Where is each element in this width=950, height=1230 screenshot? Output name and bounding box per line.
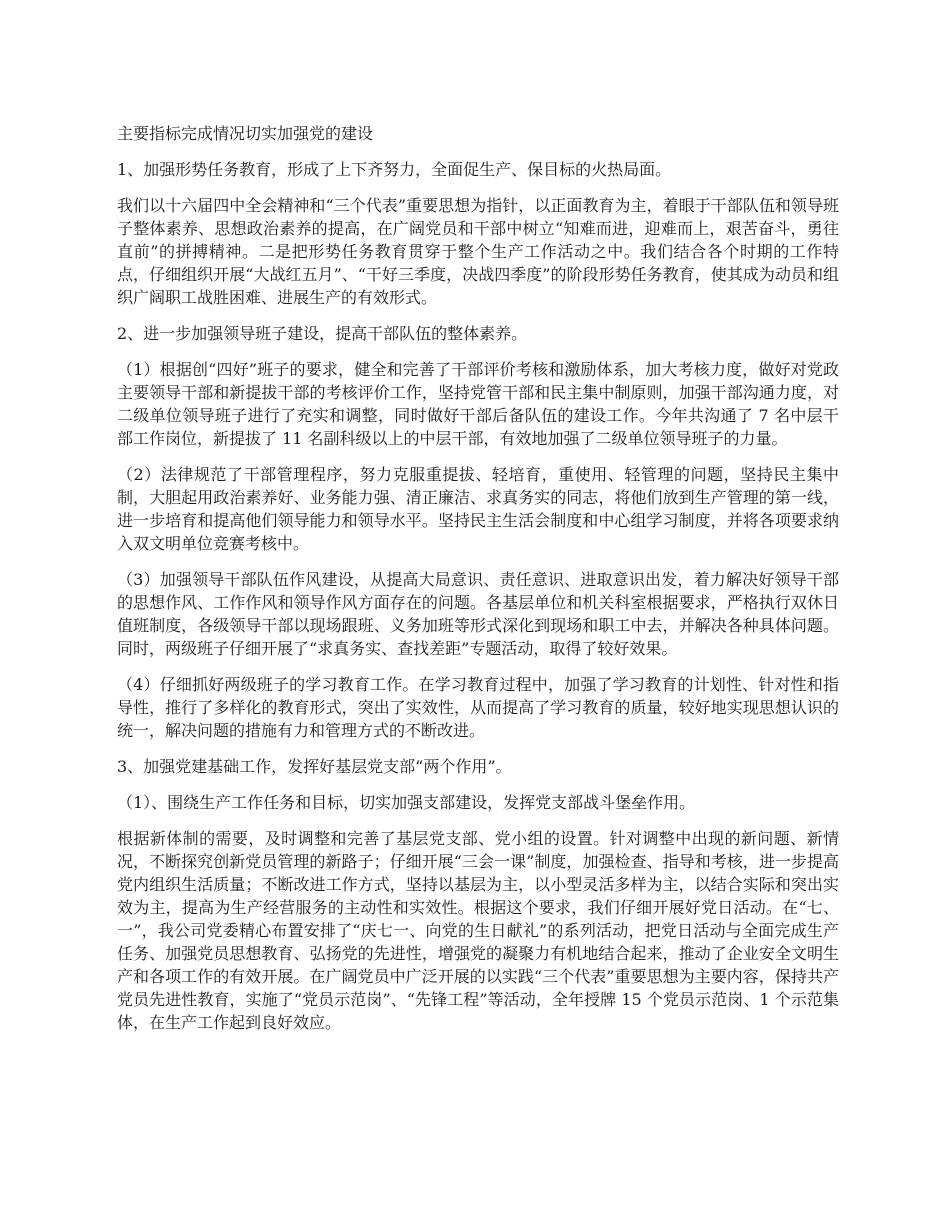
paragraph: 根据新体制的需要，及时调整和完善了基层党支部、党小组的设置。针对调整中出现的新问题、新情况，不断探究创新党员管理的新路子；仔细开展“三会一课”制度，加强检查、指导和考核，进一步提高党内组织生活质量；不断改进工作方式，坚持以基层为主，以小型灵活多样为主，以结合实际和突出实效为主，提高为生产经营服务的主动性和实效性。根据这个要求，我们仔细开展好党日活动。在“七、一”，我公司党委精心布置安排了“庆七一、向党的生日献礼”的系列活动，把党日活动与全面完成生产任务、加强党员思想教育、弘扬党的先进性，增强党的凝聚力有机地结合起来，推动了企业安全文明生产和各项工作的有效开展。在广阔党员中广泛开展的以实践“三个代表”重要思想为主要内容，保持共产党员先进性教育，实施了“党员示范岗”、“先锋工程”等活动，全年授牌 15 个党员示范岗、1 个示范集体，在生产工作起到良好效应。 bbox=[117, 829, 839, 1032]
section-heading-2: 2、进一步加强领导班子建设，提高干部队伍的整体素养。 bbox=[117, 324, 528, 343]
section-heading-3: 3、加强党建基础工作，发挥好基层党支部“两个作用”。 bbox=[117, 757, 512, 776]
document-body bbox=[117, 122, 839, 1047]
paragraph: （1）根据创“四好”班子的要求，健全和完善了干部评价考核和激励体系，加大考核力度，做好对党政主要领导干部和新提拔干部的考核评价工作，坚持党管干部和民主集中制原则，加强干部沟通力度，对二级单位领导班子进行了充实和调整，同时做好干部后备队伍的建设工作。今年共沟通了 7 名中层干部工作岗位，新提拔了 11 名副科级以上的中层干部，有效地加强了二级单位领导班子的力量。 bbox=[117, 360, 839, 448]
paragraph: （2）法律规范了干部管理程序，努力克服重提拔、轻培育，重使用、轻管理的问题，坚持民主集中制，大胆起用政治素养好、业务能力强、清正廉洁、求真务实的同志，将他们放到生产管理的第一线，进一步培育和提高他们领导能力和领导水平。坚持民主生活会制度和中心组学习制度，并将各项要求纳入双文明单位竞赛考核中。 bbox=[117, 465, 839, 553]
document-title: 主要指标完成情况切实加强党的建设 bbox=[117, 124, 374, 143]
paragraph: （3）加强领导干部队伍作风建设，从提高大局意识、责任意识、进取意识出发，着力解决好领导干部的思想作风、工作作风和领导作风方面存在的问题。各基层单位和机关科室根据要求，严格执行双休日值班制度，各级领导干部以现场跟班、义务加班等形式深化到现场和职工中去，并解决各种具体问题。同时，两级班子仔细开展了“求真务实、查找差距”专题活动，取得了较好效果。 bbox=[117, 570, 839, 658]
paragraph: （4）仔细抓好两级班子的学习教育工作。在学习教育过程中，加强了学习教育的计划性、针对性和指导性，推行了多样化的教育形式，突出了实效性，从而提高了学习教育的质量，较好地实现思想认识的统一，解决问题的措施有力和管理方式的不断改进。 bbox=[117, 675, 839, 740]
section-heading-1: 1、加强形势任务教育，形成了上下齐努力，全面促生产、保目标的火热局面。 bbox=[117, 160, 672, 179]
subsection-heading: （1）、围绕生产工作任务和目标，切实加强支部建设，发挥党支部战斗堡垒作用。 bbox=[117, 793, 696, 812]
paragraph: 我们以十六届四中全会精神和“三个代表”重要思想为指针，以正面教育为主，着眼于干部队伍和领导班子整体素养、思想政治素养的提高，在广阔党员和干部中树立“知难而进，迎难而上，艰苦奋斗，勇往直前”的拼搏精神。二是把形势任务教育贯穿于整个生产工作活动之中。我们结合各个时期的工作特点，仔细组织开展“大战红五月”、“干好三季度，决战四季度”的阶段形势任务教育，使其成为动员和组织广阔职工战胜困难、进展生产的有效形式。 bbox=[117, 196, 839, 307]
